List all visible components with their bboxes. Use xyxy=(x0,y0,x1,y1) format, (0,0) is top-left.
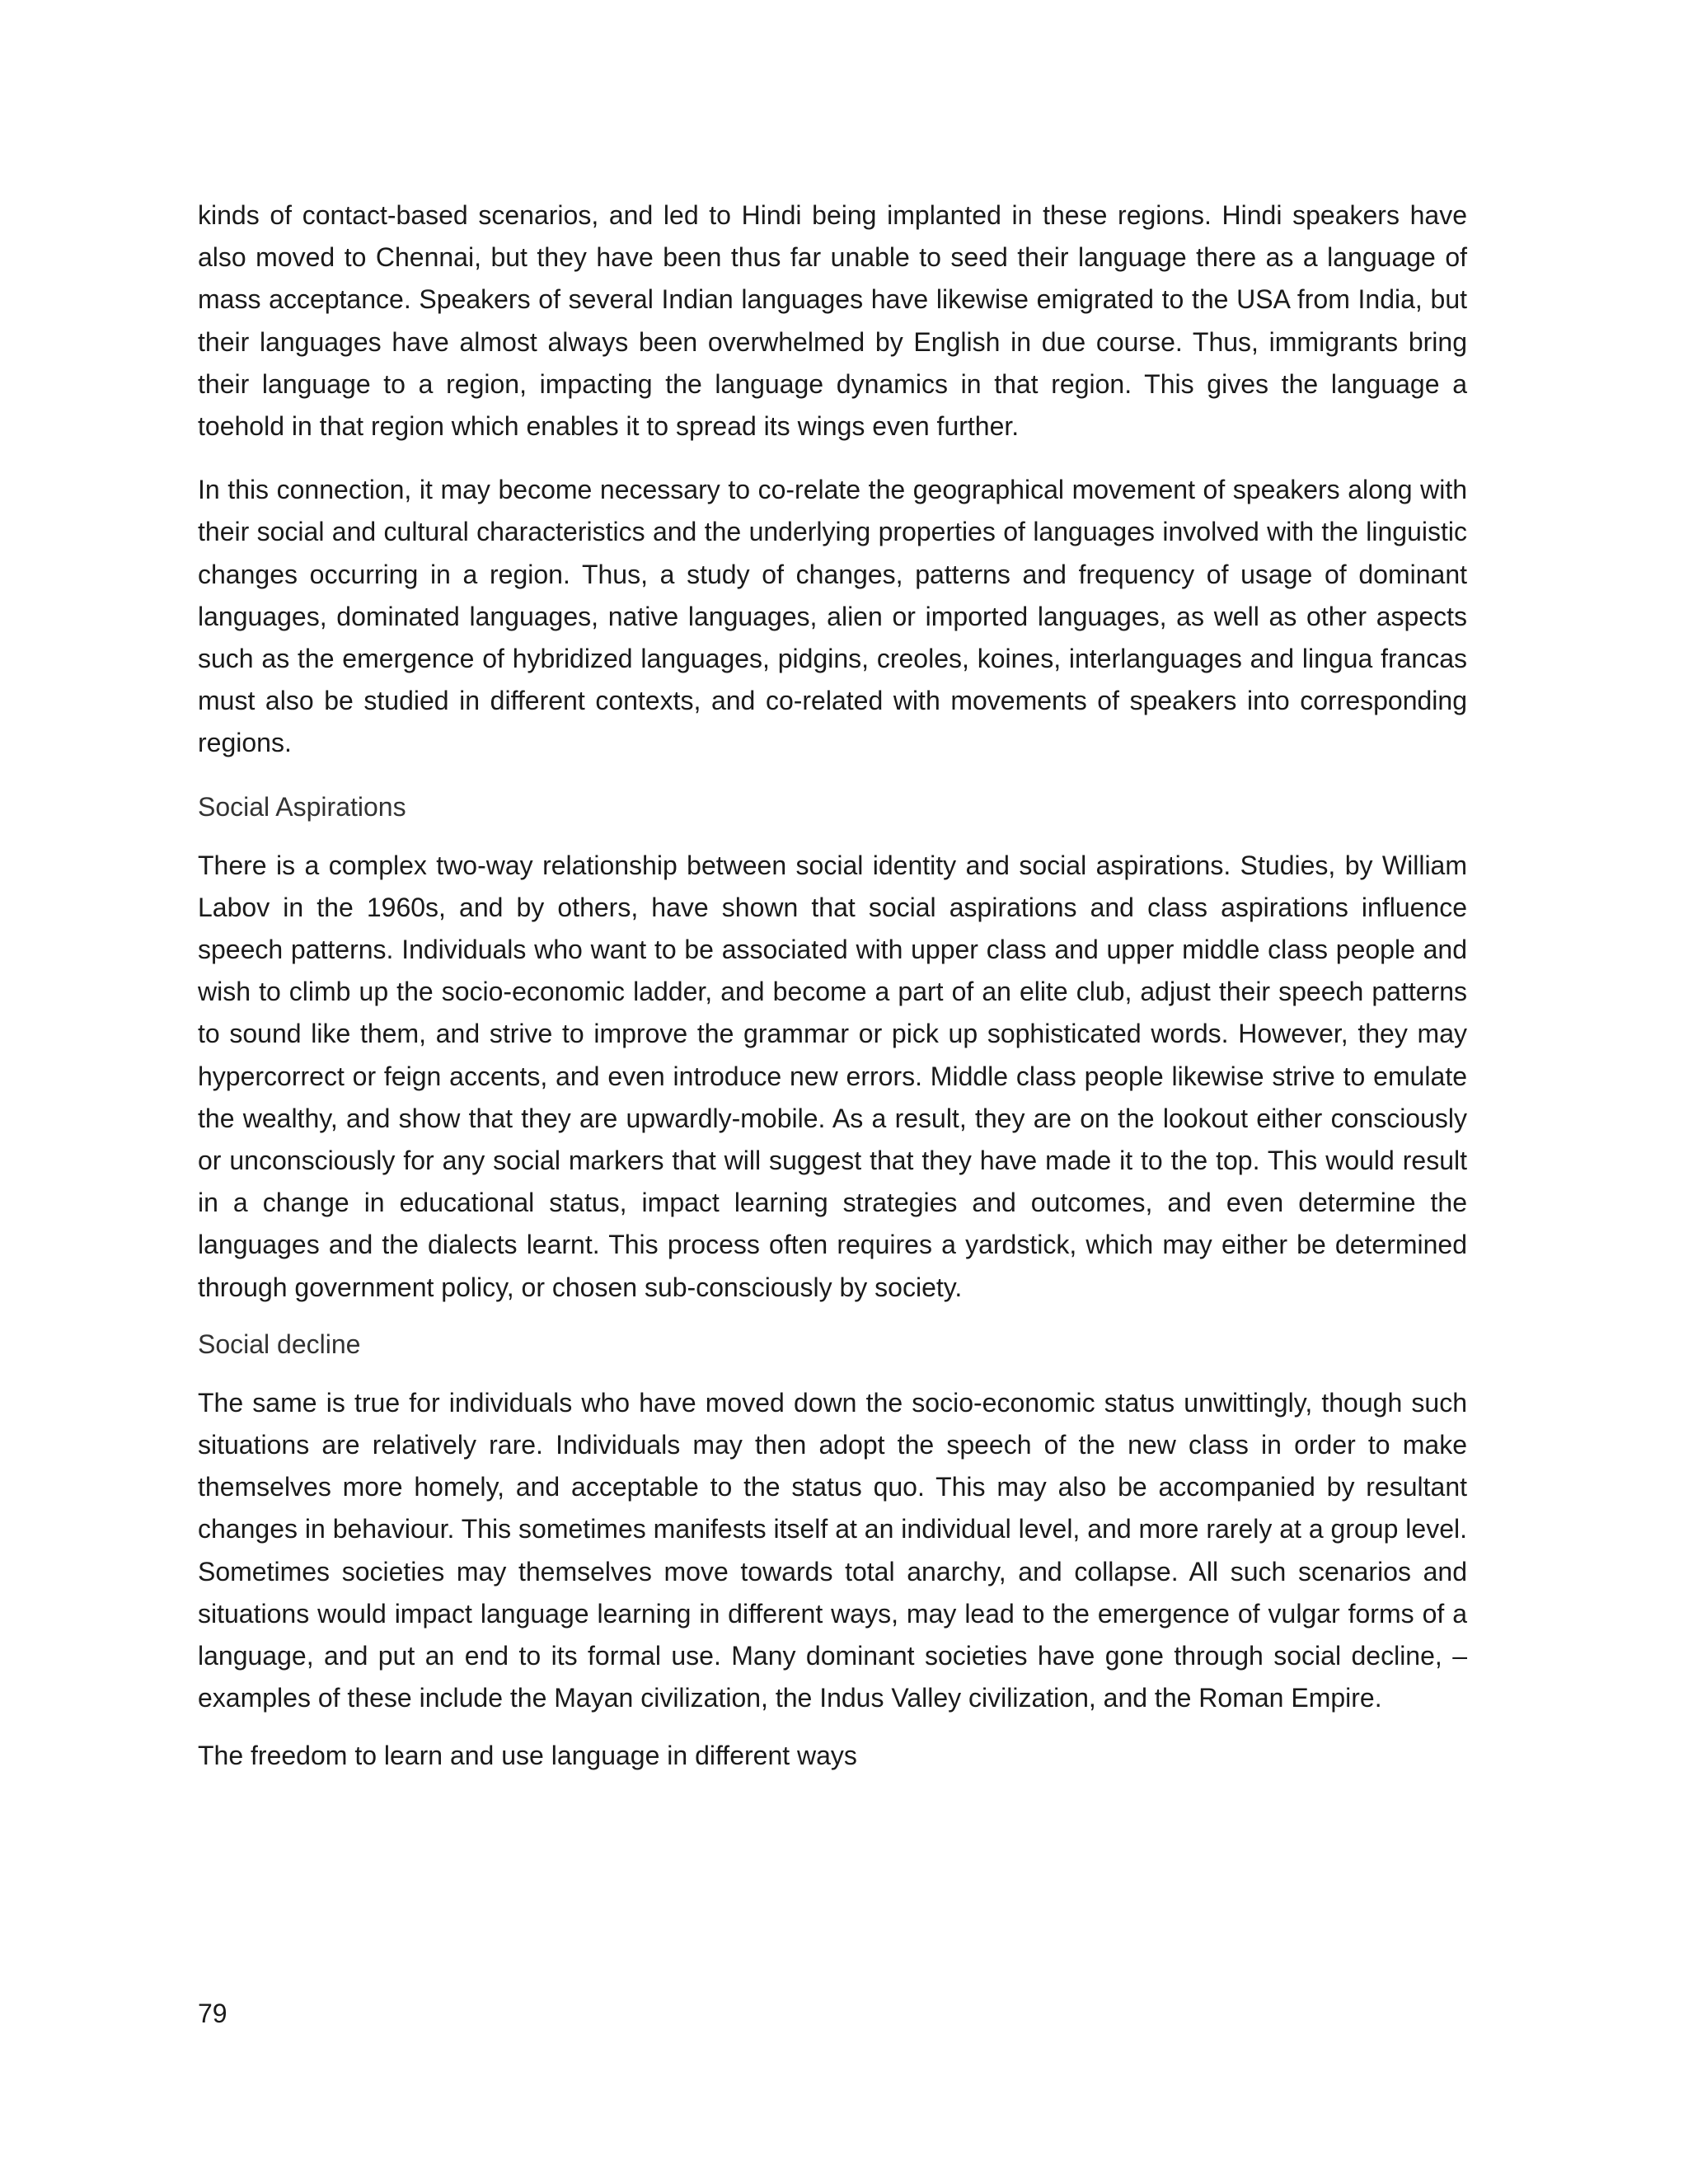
text-column xyxy=(198,194,1467,1777)
paragraph-immigration: kinds of contact-based scenarios, and led to Hindi being implanted in these regions. Hindi speakers have also moved to Chennai, but they have been thus far unable to seed their language there as a language of mass acceptance. Speakers of several Indian languages have likewise emigrated to the USA from India, but their languages have almost always been overwhelmed by English in due course. Thus, immigrants bring their language to a region, impacting the language dynamics in that region. This gives the language a toehold in that region which enables it to spread its wings even further. xyxy=(198,200,1467,442)
paragraph-geographical-movement: In this connection, it may become necessary to co-relate the geographical movement of speakers along with their social and cultural characteristics and the underlying properties of languages involved with the linguistic changes occurring in a region. Thus, a study of changes, patterns and frequency of usage of dominant languages, dominated languages, native languages, alien or imported languages, as well as other aspects such as the emergence of hybridized languages, pidgins, creoles, koines, interlanguages and lingua francas must also be studied in different contexts, and co-related with movements of speakers into corresponding regions. xyxy=(198,475,1467,758)
page-number: 79 xyxy=(198,1999,227,2028)
paragraph-social-aspirations: There is a complex two-way relationship between social identity and social aspirations. Studies, by William Labov in the 1960s, and by others, have shown that social aspirations and class aspirations influence speech patterns. Individuals who want to be associated with upper class and upper middle class people and wish to climb up the socio-economic ladder, and become a part of an elite club, adjust their speech patterns to sound like them, and strive to improve the grammar or pick up sophisticated words. However, they may hypercorrect or feign accents, and even introduce new errors. Middle class people likewise strive to emulate the wealthy, and show that they are upwardly-mobile. As a result, they are on the lookout either consciously or unconsciously for any social markers that will suggest that they have made it to the top. This would result in a change in educational status, impact learning strategies and outcomes, and even determine the languages and the dialects learnt. This process often requires a yardstick, which may either be determined through government policy, or chosen sub-consciously by society. xyxy=(198,850,1467,1302)
heading-social-aspirations: Social Aspirations xyxy=(198,791,406,822)
heading-freedom-to-learn: The freedom to learn and use language in different ways xyxy=(198,1740,857,1770)
paragraph-social-decline: The same is true for individuals who have moved down the socio-economic status unwittingly, though such situations are relatively rare. Individuals may then adopt the speech of the new class in order to make themselves more homely, and acceptable to the status quo. This may also be accompanied by resultant changes in behaviour. This sometimes manifests itself at an individual level, and more rarely at a group level. Sometimes societies may themselves move towards total anarchy, and collapse. All such scenarios and situations would impact language learning in different ways, may lead to the emergence of vulgar forms of a language, and put an end to its formal use. Many dominant societies have gone through social decline, –examples of these include the Mayan civilization, the Indus Valley civilization, and the Roman Empire. xyxy=(198,1387,1467,1713)
heading-social-decline: Social decline xyxy=(198,1329,361,1359)
